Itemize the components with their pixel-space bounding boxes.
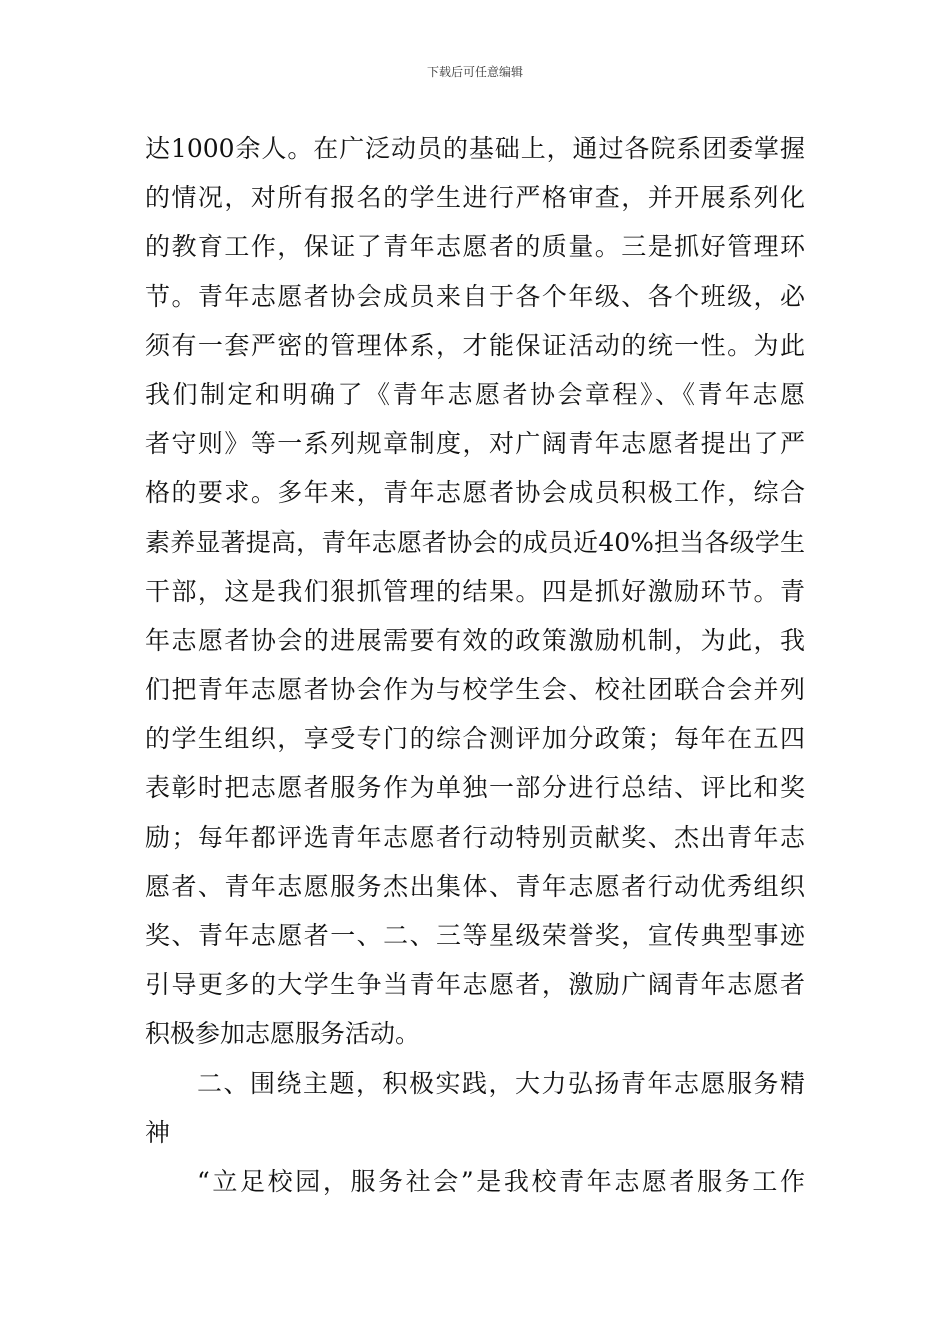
text-line: 的情况，对所有报名的学生进行严格审查，并开展系列化: [145, 183, 805, 213]
text-line: 们把青年志愿者协会作为与校学生会、校社团联合会并列: [145, 675, 805, 705]
text-line: 我们制定和明确了《青年志愿者协会章程》、《青年志愿: [145, 379, 805, 409]
text-line: 者守则》等一系列规章制度，对广阔青年志愿者提出了严: [145, 429, 805, 459]
text-line: 的学生组织，享受专门的综合测评加分政策；每年在五四: [145, 724, 805, 754]
text-line: 节。青年志愿者协会成员来自于各个年级、各个班级，必: [145, 281, 805, 311]
text-line: 的教育工作，保证了青年志愿者的质量。三是抓好管理环: [145, 232, 805, 262]
text-line: 须有一套严密的管理体系，才能保证活动的统一性。为此: [145, 330, 805, 360]
text-line: 奖、青年志愿者一、二、三等星级荣誉奖，宣传典型事迹: [145, 921, 805, 950]
section-heading-line: 神: [145, 1117, 171, 1147]
text-line: 积极参加志愿服务活动。: [145, 1019, 421, 1049]
page-header: 下载后可任意编辑: [426, 65, 523, 79]
text-line: 年志愿者协会的进展需要有效的政策激励机制，为此，我: [145, 625, 805, 655]
text-line: 格的要求。多年来，青年志愿者协会成员积极工作，综合: [145, 478, 805, 508]
text-line: 干部，这是我们狠抓管理的结果。四是抓好激励环节。青: [145, 576, 805, 606]
text-line: 引导更多的大学生争当青年志愿者，激励广阔青年志愿者: [145, 970, 805, 1000]
document-body: [145, 124, 805, 1206]
text-line: 达1000余人。在广泛动员的基础上，通过各院系团委掌握: [145, 134, 805, 163]
section-heading-line: 二、围绕主题，积极实践，大力弘扬青年志愿服务精: [197, 1068, 805, 1098]
text-line: 表彰时把志愿者服务作为单独一部分进行总结、评比和奖: [145, 773, 805, 803]
text-line: 励；每年都评选青年志愿者行动特别贡献奖、杰出青年志: [145, 822, 805, 852]
text-line: 愿者、青年志愿服务杰出集体、青年志愿者行动优秀组织: [145, 871, 805, 901]
text-line: 素养显著提高，青年志愿者协会的成员近40%担当各级学生: [145, 527, 805, 557]
text-line: “立足校园，服务社会”是我校青年志愿者服务工作: [197, 1166, 805, 1196]
